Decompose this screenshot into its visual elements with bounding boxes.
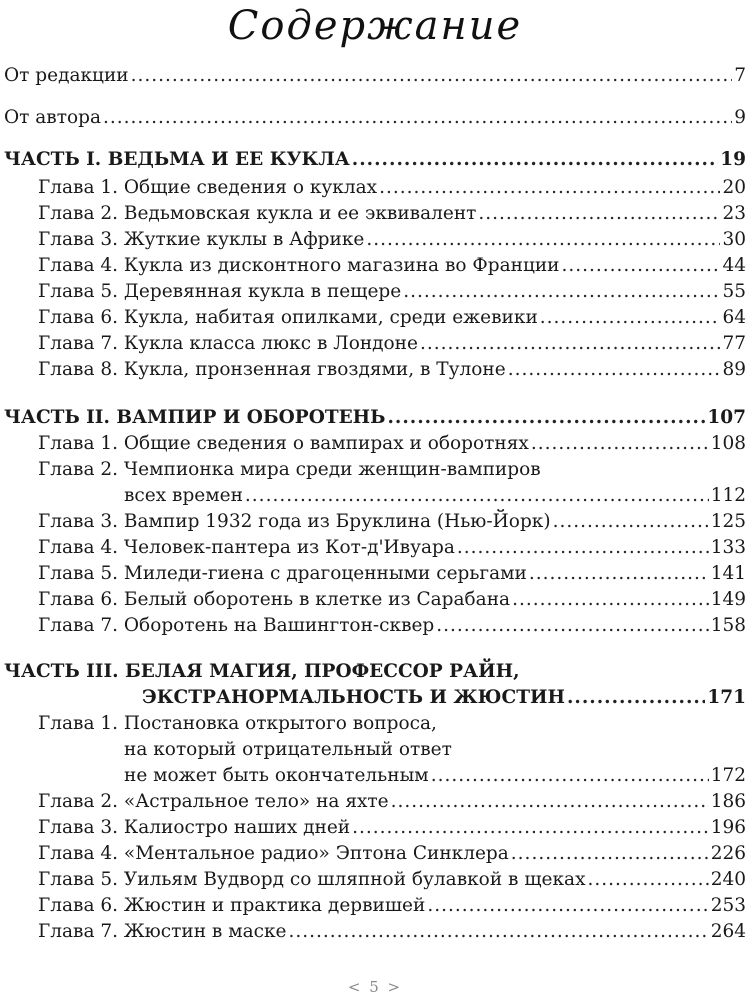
toc-page: 141	[710, 563, 746, 584]
toc-chapter[interactable]	[0, 788, 750, 816]
toc-part-1[interactable]	[0, 146, 750, 174]
toc-chapter[interactable]	[0, 586, 750, 614]
toc-chapter-continued[interactable]	[0, 482, 750, 510]
toc-part-label: ЧАСТЬ II. ВАМПИР И ОБОРОТЕНЬ	[4, 407, 386, 428]
toc-part-3-continued[interactable]	[0, 684, 750, 712]
toc-label: Глава 4. Человек-пантера из Кот-д'Ивуара	[38, 537, 455, 558]
toc-chapter[interactable]	[0, 226, 750, 254]
toc-chapter[interactable]	[0, 560, 750, 588]
toc-page: 240	[710, 869, 746, 890]
toc-label: Глава 3. Калиостро наших дней	[38, 817, 351, 838]
toc-entry-author[interactable]	[0, 104, 750, 132]
toc-page: 77	[722, 333, 746, 354]
toc-chapter-continued[interactable]	[0, 762, 750, 790]
toc-page: 64	[722, 307, 746, 328]
toc-chapter[interactable]	[0, 918, 750, 946]
toc-page: 226	[710, 843, 746, 864]
toc-label: Глава 8. Кукла, пронзенная гвоздями, в Тулоне	[38, 359, 506, 380]
toc-page: 172	[710, 765, 746, 786]
toc-chapter[interactable]	[0, 278, 750, 306]
toc-page: 9	[734, 107, 746, 128]
toc-page: 7	[734, 65, 746, 86]
toc-part-label: ЧАСТЬ III. БЕЛАЯ МАГИЯ, ПРОФЕССОР РАЙН,	[4, 661, 520, 682]
toc-part-label: ЭКСТРАНОРМАЛЬНОСТЬ И ЖЮСТИН	[142, 687, 565, 708]
toc-page: 23	[722, 203, 746, 224]
toc-label: Глава 5. Уильям Вудворд со шляпной булавкой в щеках	[38, 869, 586, 890]
toc-chapter[interactable]	[0, 330, 750, 358]
page-title: Содержание	[227, 3, 523, 49]
toc-page: 125	[710, 511, 746, 532]
toc-chapter[interactable]	[0, 534, 750, 562]
toc-chapter[interactable]	[0, 612, 750, 640]
toc-part-2[interactable]	[0, 404, 750, 432]
toc-chapter[interactable]	[0, 200, 750, 228]
toc-label: Глава 7. Оборотень на Вашингтон-сквер	[38, 615, 435, 636]
toc-page: 253	[710, 895, 746, 916]
toc-label: Глава 6. Жюстин и практика дервишей	[38, 895, 426, 916]
toc-label: Глава 2. Ведьмовская кукла и ее эквивалент	[38, 203, 477, 224]
toc-label: Глава 6. Белый оборотень в клетке из Сарабана	[38, 589, 511, 610]
toc-label: не может быть окончательным	[124, 765, 429, 786]
page-number: < 5 >	[347, 978, 403, 996]
toc-page: 108	[710, 433, 746, 454]
toc-label: Глава 5. Деревянная кукла в пещере	[38, 281, 402, 302]
toc-label: всех времен	[124, 485, 243, 506]
toc-chapter[interactable]	[0, 508, 750, 536]
toc-chapter[interactable]	[0, 174, 750, 202]
toc-label: Глава 6. Кукла, набитая опилками, среди ежевики	[38, 307, 538, 328]
toc-chapter[interactable]	[0, 814, 750, 842]
toc-label: Глава 5. Миледи-гиена с драгоценными серьгами	[38, 563, 527, 584]
toc-page: 186	[710, 791, 746, 812]
toc-chapter[interactable]	[0, 840, 750, 868]
toc-label: на который отрицательный ответ	[124, 739, 452, 760]
toc-chapter[interactable]	[0, 710, 750, 738]
toc-page: 19	[720, 149, 746, 170]
toc-chapter[interactable]	[0, 456, 750, 484]
toc-label: Глава 1. Общие сведения о вампирах и оборотнях	[38, 433, 529, 454]
toc-part-3[interactable]	[0, 658, 750, 686]
toc-page: 133	[710, 537, 746, 558]
toc-page: 44	[722, 255, 746, 276]
toc-page: 55	[722, 281, 746, 302]
toc-chapter-continued[interactable]	[0, 736, 750, 764]
toc-label: Глава 2. «Астральное тело» на яхте	[38, 791, 389, 812]
toc-label: От редакции	[4, 65, 129, 86]
toc-label: Глава 7. Кукла класса люкс в Лондоне	[38, 333, 418, 354]
toc-chapter[interactable]	[0, 430, 750, 458]
toc-page: 89	[722, 359, 746, 380]
toc-page: 196	[710, 817, 746, 838]
toc-page: 171	[707, 687, 746, 708]
toc-part-label: ЧАСТЬ I. ВЕДЬМА И ЕЕ КУКЛА	[4, 149, 350, 170]
toc-label: Глава 1. Постановка открытого вопроса,	[38, 713, 437, 734]
toc-label: Глава 7. Жюстин в маске	[38, 921, 287, 942]
toc-label: От автора	[4, 107, 101, 128]
toc-chapter[interactable]	[0, 252, 750, 280]
toc-page: 112	[710, 485, 746, 506]
toc-label: Глава 4. Кукла из дисконтного магазина во Франции	[38, 255, 560, 276]
toc-label: Глава 2. Чемпионка мира среди женщин-вампиров	[38, 459, 541, 480]
toc-label: Глава 4. «Ментальное радио» Эптона Синклера	[38, 843, 509, 864]
toc-page: 158	[710, 615, 746, 636]
toc-label: Глава 3. Вампир 1932 года из Бруклина (Нью-Йорк)	[38, 511, 551, 532]
toc-page: 107	[707, 407, 746, 428]
toc-page: 149	[710, 589, 746, 610]
toc-chapter[interactable]	[0, 356, 750, 384]
toc-page: 30	[722, 229, 746, 250]
toc-chapter[interactable]	[0, 892, 750, 920]
toc-label: Глава 3. Жуткие куклы в Африке	[38, 229, 365, 250]
toc-page: 264	[710, 921, 746, 942]
toc-entry-editorial[interactable]	[0, 62, 750, 90]
toc-page: 20	[722, 177, 746, 198]
toc-chapter[interactable]	[0, 304, 750, 332]
toc-chapter[interactable]	[0, 866, 750, 894]
toc-label: Глава 1. Общие сведения о куклах	[38, 177, 378, 198]
